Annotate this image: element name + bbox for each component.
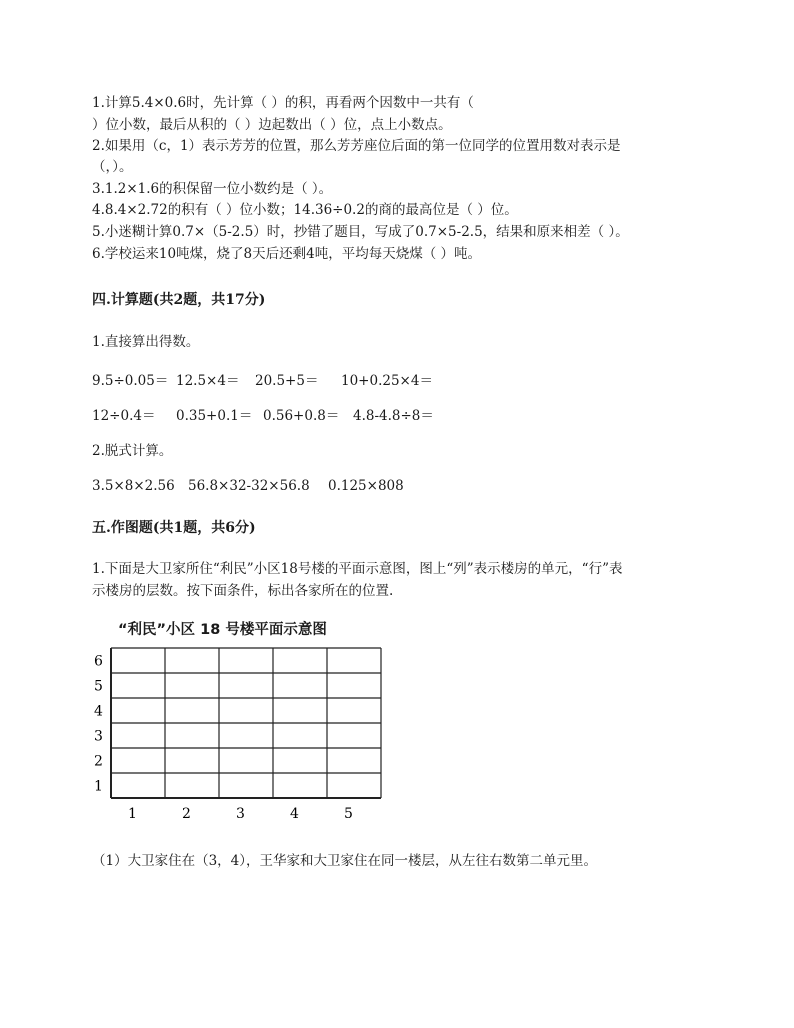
calc-item: 20.5+5＝ bbox=[255, 373, 319, 389]
question-line: 5.小迷糊计算0.7×（5-2.5）时，抄错了题目，写成了0.7×5-2.5，结果和原来相差（ ）。 bbox=[92, 224, 629, 240]
condition-line: （1）大卫家住在（3，4），王华家和大卫家住在同一楼层，从左往右数第二单元里。 bbox=[92, 853, 598, 869]
question-stepwise-calc: 2.脱式计算。 bbox=[92, 443, 173, 459]
column-label: 5 bbox=[344, 806, 353, 822]
figure-title: “利民”小区 18 号楼平面示意图 bbox=[118, 622, 327, 638]
row-label: 4 bbox=[94, 703, 103, 720]
calc-item: 0.56+0.8＝ bbox=[263, 408, 340, 424]
column-label: 2 bbox=[182, 806, 191, 822]
calc-item: 3.5×8×2.56 bbox=[92, 478, 175, 494]
question-line: 6.学校运来10吨煤，烧了8天后还剩4吨，平均每天烧煤（ ）吨。 bbox=[92, 246, 482, 262]
row-label: 1 bbox=[94, 778, 103, 795]
calc-item: 12.5×4＝ bbox=[176, 373, 240, 389]
question-drawing-line: 1.下面是大卫家所住“利民”小区18号楼的平面示意图，图上“列”表示楼房的单元，“行”表 bbox=[92, 561, 623, 577]
row-label: 6 bbox=[94, 653, 103, 670]
grid-lines bbox=[111, 648, 381, 798]
row-label: 2 bbox=[94, 753, 103, 770]
question-line: 4.8.4×2.72的积有（ ）位小数；14.36÷0.2的商的最高位是（ ）位。 bbox=[92, 202, 518, 218]
question-line: 1.计算5.4×0.6时，先计算（ ）的积，再看两个因数中一共有（ bbox=[92, 95, 474, 111]
column-label: 3 bbox=[236, 806, 245, 822]
calc-item: 56.8×32-32×56.8 bbox=[188, 478, 310, 494]
question-line: 2.如果用（c，1）表示芳芳的位置，那么芳芳座位后面的第一位同学的位置用数对表示是 bbox=[92, 138, 621, 154]
calc-item: 9.5÷0.05＝ bbox=[92, 373, 169, 389]
question-direct-calc: 1.直接算出得数。 bbox=[92, 334, 200, 350]
calc-item: 12÷0.4＝ bbox=[92, 408, 156, 424]
column-labels bbox=[128, 806, 353, 822]
calc-item: 0.35+0.1＝ bbox=[176, 408, 253, 424]
row-label: 3 bbox=[94, 728, 103, 745]
calc-item: 0.125×808 bbox=[328, 478, 404, 494]
floor-plan-grid bbox=[88, 640, 398, 822]
calc-item: 10+0.25×4＝ bbox=[341, 373, 433, 389]
row-labels bbox=[94, 654, 103, 795]
question-line: ）位小数，最后从积的（ ）边起数出（ ）位，点上小数点。 bbox=[92, 117, 452, 133]
question-line: （，）。 bbox=[92, 159, 133, 175]
column-label: 1 bbox=[128, 806, 137, 822]
row-label: 5 bbox=[94, 678, 103, 695]
column-label: 4 bbox=[290, 806, 299, 822]
calc-item: 4.8-4.8÷8＝ bbox=[353, 408, 434, 424]
section-heading-calculation: 四.计算题(共2题，共17分) bbox=[92, 292, 266, 308]
section-heading-drawing: 五.作图题(共1题，共6分) bbox=[92, 520, 256, 536]
question-line: 3.1.2×1.6的积保留一位小数约是（ ）。 bbox=[92, 181, 333, 197]
question-drawing-line: 示楼房的层数。按下面条件，标出各家所在的位置. bbox=[92, 583, 394, 599]
